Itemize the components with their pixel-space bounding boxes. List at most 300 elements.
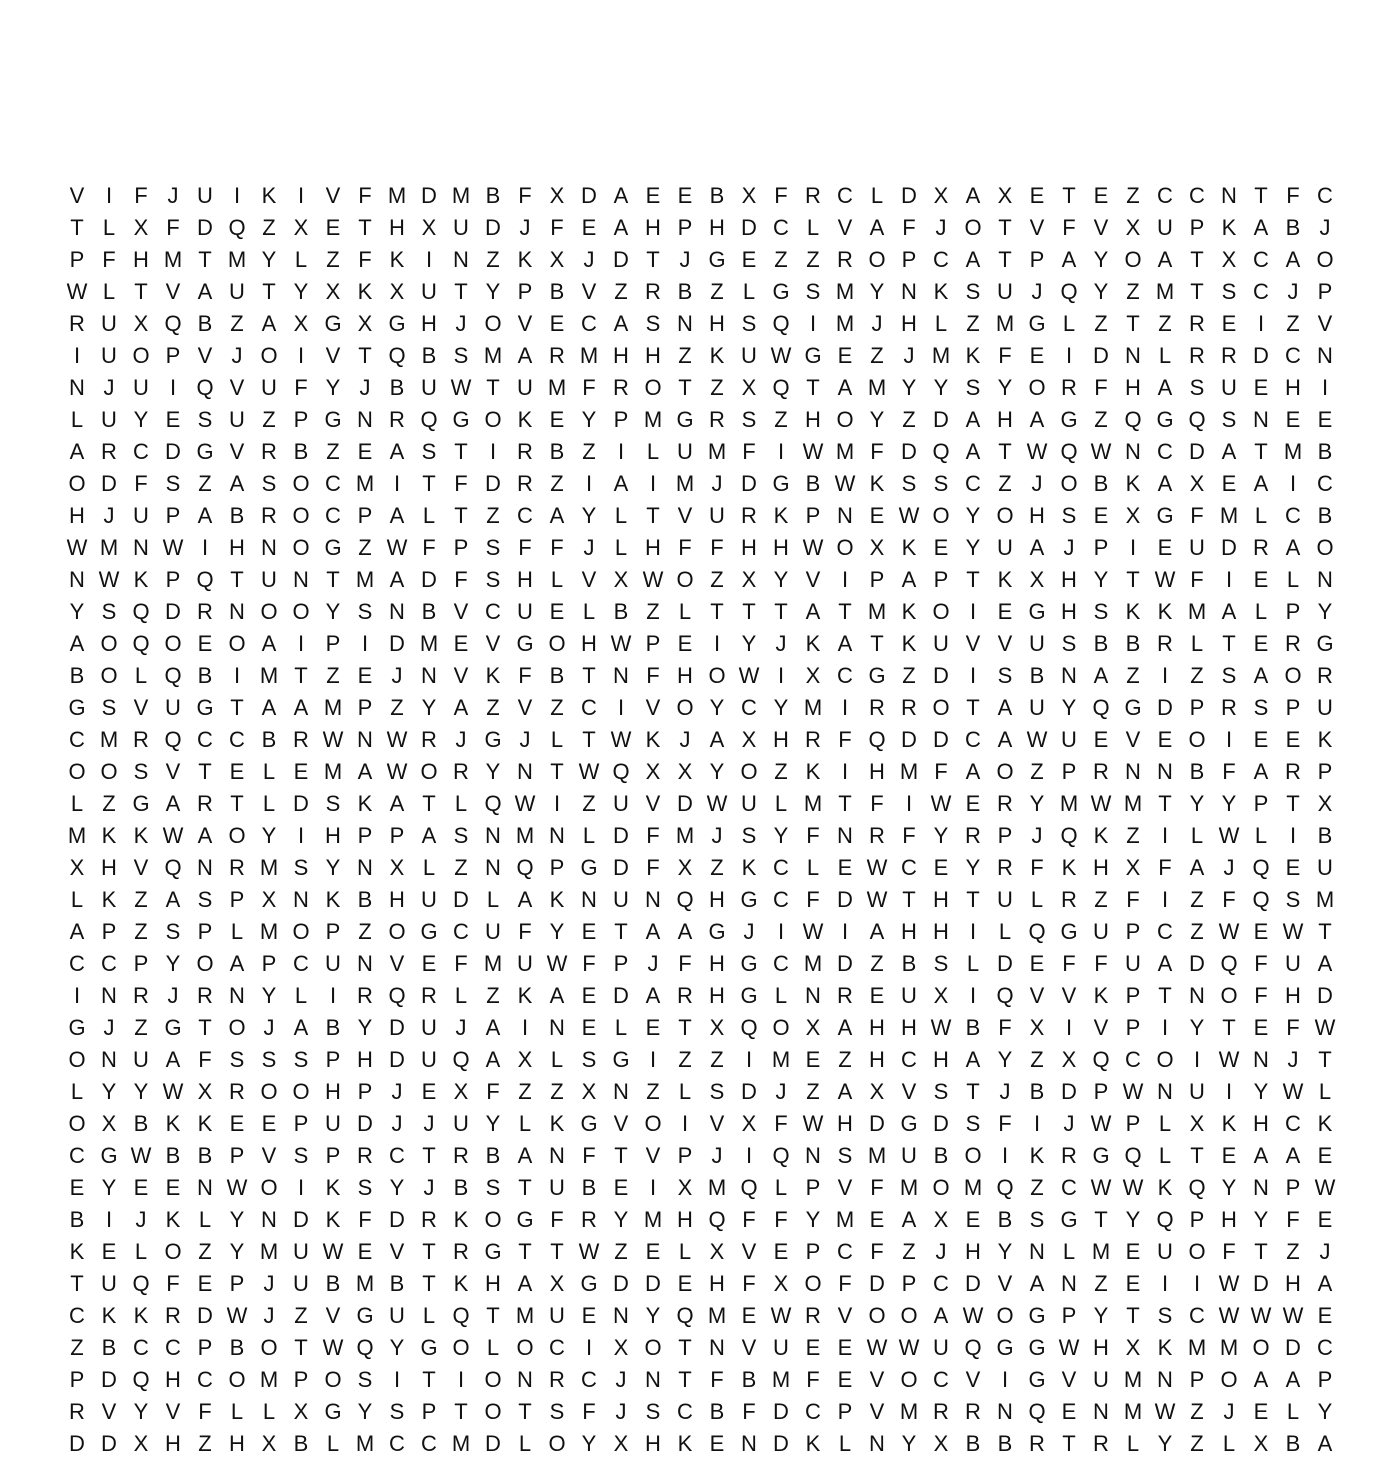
grid-letter[interactable]: A (1093, 663, 1109, 688)
grid-letter[interactable]: F (1126, 887, 1140, 912)
grid-letter[interactable]: C (1157, 183, 1173, 208)
grid-letter[interactable]: F (902, 215, 916, 240)
grid-letter[interactable]: O (68, 1111, 86, 1136)
grid-letter[interactable]: R (357, 983, 373, 1008)
grid-letter[interactable]: E (69, 1175, 85, 1200)
grid-letter[interactable]: C (325, 471, 341, 496)
grid-letter[interactable]: V (965, 631, 981, 656)
grid-letter[interactable]: X (453, 1079, 469, 1104)
grid-letter[interactable]: I (1161, 1015, 1169, 1040)
grid-letter[interactable]: F (1286, 183, 1300, 208)
grid-letter[interactable]: A (613, 215, 629, 240)
grid-letter[interactable]: X (773, 1271, 789, 1296)
grid-letter[interactable]: L (1286, 1399, 1300, 1424)
grid-letter[interactable]: G (484, 1239, 502, 1264)
grid-letter[interactable]: E (1093, 503, 1109, 528)
grid-letter[interactable]: U (325, 951, 341, 976)
grid-letter[interactable]: H (869, 759, 885, 784)
grid-letter[interactable]: R (1093, 759, 1109, 784)
grid-letter[interactable]: B (325, 1271, 341, 1296)
grid-letter[interactable]: L (774, 1175, 788, 1200)
grid-letter[interactable]: F (166, 1271, 180, 1296)
grid-letter[interactable]: M (419, 631, 439, 656)
grid-letter[interactable]: W (386, 535, 408, 560)
grid-letter[interactable]: G (1156, 503, 1174, 528)
grid-letter[interactable]: U (1317, 855, 1333, 880)
grid-letter[interactable]: F (742, 1399, 756, 1424)
grid-letter[interactable]: F (166, 215, 180, 240)
grid-letter[interactable]: L (486, 1335, 500, 1360)
grid-letter[interactable]: Z (1158, 311, 1172, 336)
grid-letter[interactable]: Z (774, 759, 788, 784)
grid-letter[interactable]: S (741, 407, 757, 432)
grid-letter[interactable]: R (229, 1079, 245, 1104)
grid-letter[interactable]: T (198, 759, 212, 784)
grid-letter[interactable]: C (837, 663, 853, 688)
grid-letter[interactable]: Z (582, 791, 596, 816)
grid-letter[interactable]: A (1029, 407, 1045, 432)
grid-letter[interactable]: H (709, 983, 725, 1008)
grid-letter[interactable]: B (1317, 823, 1333, 848)
grid-letter[interactable]: T (646, 247, 660, 272)
grid-letter[interactable]: H (1221, 1207, 1237, 1232)
grid-letter[interactable]: I (969, 599, 977, 624)
grid-letter[interactable]: B (997, 1207, 1013, 1232)
grid-letter[interactable]: I (969, 983, 977, 1008)
grid-letter[interactable]: O (484, 1399, 502, 1424)
grid-letter[interactable]: Y (261, 247, 277, 272)
grid-letter[interactable]: G (580, 855, 598, 880)
grid-letter[interactable]: E (1317, 1207, 1333, 1232)
grid-letter[interactable]: X (421, 215, 437, 240)
grid-letter[interactable]: Q (772, 375, 790, 400)
grid-letter[interactable]: Y (485, 1111, 501, 1136)
grid-letter[interactable]: A (1253, 1367, 1269, 1392)
grid-letter[interactable]: D (1221, 535, 1237, 560)
grid-letter[interactable]: N (1125, 343, 1141, 368)
grid-letter[interactable]: E (1221, 1143, 1237, 1168)
grid-letter[interactable]: O (740, 759, 758, 784)
grid-letter[interactable]: T (134, 279, 148, 304)
grid-letter[interactable]: A (1317, 951, 1333, 976)
grid-letter[interactable]: L (774, 791, 788, 816)
grid-letter[interactable]: O (100, 759, 118, 784)
grid-letter[interactable]: Z (710, 1047, 724, 1072)
grid-letter[interactable]: E (325, 215, 341, 240)
grid-letter[interactable]: T (966, 887, 980, 912)
grid-letter[interactable]: C (901, 1047, 917, 1072)
grid-letter[interactable]: O (292, 503, 310, 528)
grid-letter[interactable]: N (357, 951, 373, 976)
grid-letter[interactable]: N (1157, 1079, 1173, 1104)
grid-letter[interactable]: I (649, 1175, 657, 1200)
grid-letter[interactable]: I (489, 439, 497, 464)
grid-letter[interactable]: Q (388, 983, 406, 1008)
grid-letter[interactable]: A (197, 279, 213, 304)
grid-letter[interactable]: H (1125, 375, 1141, 400)
grid-letter[interactable]: W (610, 727, 632, 752)
grid-letter[interactable]: K (1093, 983, 1109, 1008)
grid-letter[interactable]: X (101, 1111, 117, 1136)
grid-letter[interactable]: V (741, 1239, 757, 1264)
grid-letter[interactable]: L (678, 599, 692, 624)
grid-letter[interactable]: W (162, 823, 184, 848)
grid-letter[interactable]: A (421, 823, 437, 848)
grid-letter[interactable]: H (901, 311, 917, 336)
grid-letter[interactable]: F (742, 439, 756, 464)
grid-letter[interactable]: G (132, 791, 150, 816)
grid-letter[interactable]: W (1122, 1079, 1144, 1104)
grid-letter[interactable]: I (841, 919, 849, 944)
grid-letter[interactable]: O (548, 1431, 566, 1456)
grid-letter[interactable]: Q (772, 1143, 790, 1168)
grid-letter[interactable]: P (837, 1399, 853, 1424)
grid-letter[interactable]: O (260, 1335, 278, 1360)
grid-letter[interactable]: T (230, 791, 244, 816)
grid-letter[interactable]: L (582, 823, 596, 848)
grid-letter[interactable]: Q (932, 439, 950, 464)
grid-letter[interactable]: K (805, 759, 821, 784)
grid-letter[interactable]: N (709, 1335, 725, 1360)
grid-letter[interactable]: B (421, 343, 437, 368)
grid-letter[interactable]: U (741, 343, 757, 368)
grid-letter[interactable]: J (679, 727, 691, 752)
grid-letter[interactable]: U (421, 375, 437, 400)
grid-letter[interactable]: T (838, 599, 852, 624)
grid-letter[interactable]: G (676, 407, 694, 432)
grid-letter[interactable]: A (1285, 247, 1301, 272)
grid-letter[interactable]: U (677, 439, 693, 464)
grid-letter[interactable]: Y (613, 1207, 629, 1232)
grid-letter[interactable]: L (454, 791, 468, 816)
grid-letter[interactable]: S (357, 1367, 373, 1392)
grid-letter[interactable]: W (1250, 1303, 1272, 1328)
grid-letter[interactable]: O (484, 311, 502, 336)
grid-letter[interactable]: U (453, 1111, 469, 1136)
grid-letter[interactable]: X (261, 1431, 277, 1456)
grid-letter[interactable]: N (485, 823, 501, 848)
grid-letter[interactable]: W (834, 471, 856, 496)
grid-letter[interactable]: W (66, 279, 88, 304)
grid-letter[interactable]: X (1029, 1015, 1045, 1040)
grid-letter[interactable]: F (1190, 567, 1204, 592)
grid-letter[interactable]: Z (774, 407, 788, 432)
grid-letter[interactable]: H (901, 919, 917, 944)
grid-letter[interactable]: E (677, 183, 693, 208)
grid-letter[interactable]: W (1090, 439, 1112, 464)
grid-letter[interactable]: K (389, 247, 405, 272)
grid-letter[interactable]: M (707, 1303, 727, 1328)
grid-letter[interactable]: D (165, 599, 181, 624)
grid-letter[interactable]: O (292, 919, 310, 944)
grid-letter[interactable]: I (393, 1367, 401, 1392)
grid-letter[interactable]: I (841, 567, 849, 592)
grid-letter[interactable]: P (197, 919, 213, 944)
grid-letter[interactable]: Y (325, 375, 341, 400)
grid-letter[interactable]: S (485, 567, 501, 592)
grid-letter[interactable]: M (867, 375, 887, 400)
grid-letter[interactable]: D (389, 1207, 405, 1232)
grid-letter[interactable]: M (835, 439, 855, 464)
grid-letter[interactable]: E (1221, 311, 1237, 336)
grid-letter[interactable]: M (483, 343, 503, 368)
grid-letter[interactable]: Z (1190, 919, 1204, 944)
grid-letter[interactable]: O (644, 375, 662, 400)
grid-letter[interactable]: E (421, 951, 437, 976)
grid-letter[interactable]: J (519, 727, 531, 752)
grid-letter[interactable]: Q (1124, 1143, 1142, 1168)
grid-letter[interactable]: C (581, 695, 597, 720)
grid-letter[interactable]: M (803, 695, 823, 720)
grid-letter[interactable]: C (293, 951, 309, 976)
grid-letter[interactable]: K (1317, 727, 1333, 752)
grid-letter[interactable]: V (229, 439, 245, 464)
grid-letter[interactable]: X (389, 279, 405, 304)
grid-letter[interactable]: C (485, 599, 501, 624)
grid-letter[interactable]: X (1189, 471, 1205, 496)
grid-letter[interactable]: F (582, 951, 596, 976)
grid-letter[interactable]: O (900, 1367, 918, 1392)
grid-letter[interactable]: J (263, 1271, 275, 1296)
grid-letter[interactable]: Y (581, 503, 597, 528)
grid-letter[interactable]: E (581, 1303, 597, 1328)
grid-letter[interactable]: P (325, 1047, 341, 1072)
grid-letter[interactable]: C (933, 247, 949, 272)
grid-letter[interactable]: B (1189, 759, 1205, 784)
grid-letter[interactable]: Y (997, 1239, 1013, 1264)
grid-letter[interactable]: H (389, 887, 405, 912)
grid-letter[interactable]: K (1157, 599, 1173, 624)
grid-letter[interactable]: E (549, 311, 565, 336)
grid-letter[interactable]: R (389, 407, 405, 432)
grid-letter[interactable]: N (421, 663, 437, 688)
grid-letter[interactable]: Z (582, 439, 596, 464)
grid-letter[interactable]: K (709, 343, 725, 368)
grid-letter[interactable]: K (1125, 599, 1141, 624)
grid-letter[interactable]: B (1285, 215, 1301, 240)
grid-letter[interactable]: E (165, 407, 181, 432)
grid-letter[interactable]: K (933, 279, 949, 304)
grid-letter[interactable]: R (517, 471, 533, 496)
grid-letter[interactable]: T (678, 375, 692, 400)
grid-letter[interactable]: W (226, 1303, 248, 1328)
grid-letter[interactable]: H (229, 535, 245, 560)
grid-letter[interactable]: Y (869, 279, 885, 304)
grid-letter[interactable]: T (998, 215, 1012, 240)
grid-letter[interactable]: G (1060, 919, 1078, 944)
grid-letter[interactable]: I (553, 791, 561, 816)
grid-letter[interactable]: J (1031, 471, 1043, 496)
grid-letter[interactable]: Z (486, 983, 500, 1008)
grid-letter[interactable]: M (835, 311, 855, 336)
grid-letter[interactable]: R (1061, 887, 1077, 912)
grid-letter[interactable]: R (933, 1399, 949, 1424)
grid-letter[interactable]: I (745, 1047, 753, 1072)
grid-letter[interactable]: E (1253, 567, 1269, 592)
grid-letter[interactable]: W (642, 567, 664, 592)
grid-letter[interactable]: E (1125, 1271, 1141, 1296)
grid-letter[interactable]: E (165, 1175, 181, 1200)
grid-letter[interactable]: R (1093, 1431, 1109, 1456)
grid-letter[interactable]: E (773, 1239, 789, 1264)
grid-letter[interactable]: M (355, 567, 375, 592)
grid-letter[interactable]: Z (902, 663, 916, 688)
grid-letter[interactable]: A (997, 727, 1013, 752)
grid-letter[interactable]: C (933, 1367, 949, 1392)
grid-letter[interactable]: C (389, 1431, 405, 1456)
grid-letter[interactable]: W (226, 1175, 248, 1200)
grid-letter[interactable]: I (1161, 1271, 1169, 1296)
grid-letter[interactable]: N (1157, 759, 1173, 784)
grid-letter[interactable]: O (676, 567, 694, 592)
grid-letter[interactable]: D (901, 727, 917, 752)
grid-letter[interactable]: P (805, 1175, 821, 1200)
grid-letter[interactable]: L (1158, 1143, 1172, 1168)
grid-letter[interactable]: N (1093, 1399, 1109, 1424)
grid-letter[interactable]: S (293, 1047, 309, 1072)
grid-letter[interactable]: T (486, 1303, 500, 1328)
grid-letter[interactable]: V (325, 343, 341, 368)
grid-letter[interactable]: X (677, 855, 693, 880)
grid-letter[interactable]: Q (228, 215, 246, 240)
grid-letter[interactable]: Y (997, 1047, 1013, 1072)
grid-letter[interactable]: G (612, 1047, 630, 1072)
grid-letter[interactable]: U (613, 887, 629, 912)
grid-letter[interactable]: C (133, 439, 149, 464)
grid-letter[interactable]: E (197, 631, 213, 656)
grid-letter[interactable]: H (645, 215, 661, 240)
grid-letter[interactable]: T (1094, 1207, 1108, 1232)
grid-letter[interactable]: P (165, 343, 181, 368)
grid-letter[interactable]: Z (678, 1047, 692, 1072)
grid-letter[interactable]: P (1061, 1303, 1077, 1328)
grid-letter[interactable]: L (326, 1431, 340, 1456)
grid-letter[interactable]: K (1061, 855, 1077, 880)
grid-letter[interactable]: I (1193, 1047, 1201, 1072)
grid-letter[interactable]: P (1029, 247, 1045, 272)
grid-letter[interactable]: W (802, 1111, 824, 1136)
grid-letter[interactable]: Y (581, 407, 597, 432)
grid-letter[interactable]: I (73, 343, 81, 368)
grid-letter[interactable]: R (997, 855, 1013, 880)
grid-letter[interactable]: N (229, 599, 245, 624)
grid-letter[interactable]: I (233, 183, 241, 208)
grid-letter[interactable]: Q (1060, 279, 1078, 304)
grid-letter[interactable]: N (261, 1207, 277, 1232)
grid-letter[interactable]: J (391, 1079, 403, 1104)
grid-letter[interactable]: I (745, 1143, 753, 1168)
grid-letter[interactable]: Q (1252, 887, 1270, 912)
grid-letter[interactable]: T (422, 1271, 436, 1296)
grid-letter[interactable]: J (519, 215, 531, 240)
grid-letter[interactable]: U (549, 1175, 565, 1200)
grid-letter[interactable]: C (773, 215, 789, 240)
grid-letter[interactable]: W (66, 535, 88, 560)
grid-letter[interactable]: X (741, 375, 757, 400)
grid-letter[interactable]: H (69, 503, 85, 528)
grid-letter[interactable]: A (1317, 1271, 1333, 1296)
grid-letter[interactable]: Q (996, 1175, 1014, 1200)
grid-letter[interactable]: J (743, 919, 755, 944)
grid-letter[interactable]: B (101, 1335, 117, 1360)
grid-letter[interactable]: C (677, 1399, 693, 1424)
grid-letter[interactable]: Q (1124, 407, 1142, 432)
grid-letter[interactable]: A (1157, 375, 1173, 400)
grid-letter[interactable]: T (614, 1143, 628, 1168)
grid-letter[interactable]: L (1286, 567, 1300, 592)
grid-letter[interactable]: Y (1253, 1207, 1269, 1232)
grid-letter[interactable]: J (103, 503, 115, 528)
grid-letter[interactable]: Z (870, 343, 884, 368)
grid-letter[interactable]: L (1030, 887, 1044, 912)
grid-letter[interactable]: L (422, 1303, 436, 1328)
grid-letter[interactable]: C (69, 1143, 85, 1168)
grid-letter[interactable]: A (1253, 759, 1269, 784)
grid-letter[interactable]: M (451, 1431, 471, 1456)
grid-letter[interactable]: U (933, 1335, 949, 1360)
grid-letter[interactable]: E (1285, 727, 1301, 752)
grid-letter[interactable]: I (585, 1335, 593, 1360)
grid-letter[interactable]: K (101, 823, 117, 848)
grid-letter[interactable]: A (389, 791, 405, 816)
grid-letter[interactable]: O (804, 1271, 822, 1296)
grid-letter[interactable]: W (770, 343, 792, 368)
grid-letter[interactable]: K (357, 791, 373, 816)
grid-letter[interactable]: Z (294, 1303, 308, 1328)
grid-letter[interactable]: W (898, 1335, 920, 1360)
grid-letter[interactable]: L (262, 759, 276, 784)
grid-letter[interactable]: J (775, 631, 787, 656)
grid-letter[interactable]: O (68, 1047, 86, 1072)
grid-letter[interactable]: N (197, 1175, 213, 1200)
grid-letter[interactable]: E (293, 759, 309, 784)
grid-letter[interactable]: W (866, 887, 888, 912)
grid-letter[interactable]: N (1125, 439, 1141, 464)
grid-letter[interactable]: O (900, 1303, 918, 1328)
grid-letter[interactable]: E (133, 1175, 149, 1200)
grid-letter[interactable]: O (484, 1207, 502, 1232)
grid-letter[interactable]: B (901, 951, 917, 976)
grid-letter[interactable]: A (837, 1079, 853, 1104)
grid-letter[interactable]: P (1125, 919, 1141, 944)
grid-letter[interactable]: O (68, 471, 86, 496)
grid-letter[interactable]: Y (485, 759, 501, 784)
grid-letter[interactable]: L (934, 311, 948, 336)
grid-letter[interactable]: R (1157, 631, 1173, 656)
grid-letter[interactable]: K (165, 1207, 181, 1232)
grid-letter[interactable]: N (869, 1431, 885, 1456)
grid-letter[interactable]: T (454, 503, 468, 528)
grid-letter[interactable]: I (1129, 535, 1137, 560)
grid-letter[interactable]: Y (1093, 279, 1109, 304)
grid-letter[interactable]: G (1060, 407, 1078, 432)
grid-letter[interactable]: R (261, 439, 277, 464)
grid-letter[interactable]: G (1028, 599, 1046, 624)
grid-letter[interactable]: L (1158, 1111, 1172, 1136)
grid-letter[interactable]: W (1026, 439, 1048, 464)
grid-letter[interactable]: K (677, 1431, 693, 1456)
grid-letter[interactable]: C (1189, 1303, 1205, 1328)
grid-letter[interactable]: G (1316, 631, 1334, 656)
grid-letter[interactable]: M (99, 535, 119, 560)
grid-letter[interactable]: L (422, 855, 436, 880)
grid-letter[interactable]: N (837, 823, 853, 848)
grid-letter[interactable]: J (1063, 1111, 1075, 1136)
grid-letter[interactable]: C (1317, 471, 1333, 496)
grid-letter[interactable]: Y (1093, 1303, 1109, 1328)
grid-letter[interactable]: R (965, 1399, 981, 1424)
grid-letter[interactable]: V (581, 279, 597, 304)
